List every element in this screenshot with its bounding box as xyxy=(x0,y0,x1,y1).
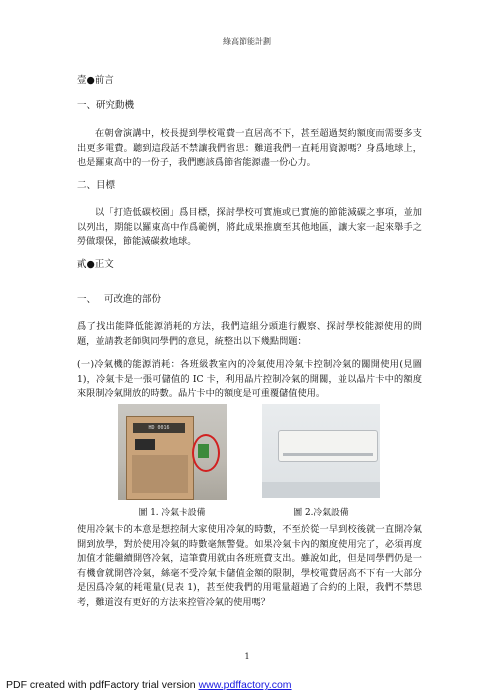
figure-1-image xyxy=(118,404,227,500)
wall-edge xyxy=(262,482,380,498)
figure-2-image xyxy=(262,404,380,498)
paragraph-goal: 以「打造低碳校園」爲目標，探討學校可實施或已實施的節能減碳之事項，並加以列出，期能以羅東高中作爲範例，將此成果推廣至其他地區，讓大家一起來舉手之勞做環保，節能減碳救地球。 xyxy=(77,207,422,247)
paragraph-intro-problems: 爲了找出能降低能源消耗的方法，我們這組分頭進行觀察、探討學校能源使用的問題，並請教老師與同學們的意見，統整出以下幾點問題： xyxy=(77,321,422,347)
paragraph-aircon-card-usage: 使用冷氣卡的本意是想控制大家使用冷氣的時數，不至於從一早到校後就一直開冷氣開到放學，對於使用冷氣的時數毫無警覺。如果冷氣卡內的額度使用完了，必須再度加值才能繼續開啓冷氣，這筆費用就由各班班費支出。雖說如此，但是同學們仍是一有機會就開啓冷氣，絲毫不受冷氣卡儲值金額的限制，學校電費居高不下有一大部分是因爲冷氣的耗電量(見表 1)，甚至使我們的用電量超過了合約的上限，我們不禁思考，難道沒有更好的方法來控管冷氣的使用嗎？ xyxy=(77,524,422,608)
footer-link[interactable]: www.pdffactory.com xyxy=(198,679,292,691)
figure-2-caption: 圖 2.冷氣設備 xyxy=(293,508,349,518)
pdf-footer xyxy=(6,679,292,691)
ic-chip-card xyxy=(198,444,209,458)
subheading-number: 一、 xyxy=(77,294,97,305)
paragraph-aircon-energy: (一)冷氣機的能源消耗：各班級教室內的冷氣使用冷氣卡控制冷氣的關開使用(見圖 1)，冷氣卡是一張可儲值的 IC 卡，利用晶片控制冷氣的開關，並以晶片卡中的額度來限制冷氣開放的時數。晶片卡中的額度是可重覆儲值使用。 xyxy=(77,359,422,399)
card-reader-box xyxy=(126,416,194,500)
subheading-motivation: 一、研究動機 xyxy=(77,100,135,111)
subheading-improvements: 可改進的部份 xyxy=(104,294,162,305)
section-heading-body: 貳●正文 xyxy=(77,259,114,270)
footer-text: PDF created with pdfFactory trial version xyxy=(6,679,199,691)
paragraph-motivation: 在朝會演講中，校長提到學校電費一直居高不下，甚至超過契約額度而需要多支出更多電費。聽到這段話不禁讓我們省思：難道我們一直耗用資源嗎？身爲地球上，也是羅東高中的一份子，我們應該爲節省能源盡一份心力。 xyxy=(77,128,422,168)
subheading-goal: 二、目標 xyxy=(77,180,116,191)
ac-vent-slot xyxy=(283,453,373,456)
reader-panel xyxy=(132,455,188,493)
page-number: 1 xyxy=(244,652,250,661)
air-conditioner-unit xyxy=(278,430,378,462)
reader-display xyxy=(135,439,155,450)
figure-1-caption: 圖 1. 冷氣卡設備 xyxy=(138,508,206,518)
page-header: 綠高節能計劃 xyxy=(223,37,271,46)
reader-label-plate: HD 0016 xyxy=(133,423,185,433)
section-heading-preface: 壹●前言 xyxy=(77,75,114,86)
